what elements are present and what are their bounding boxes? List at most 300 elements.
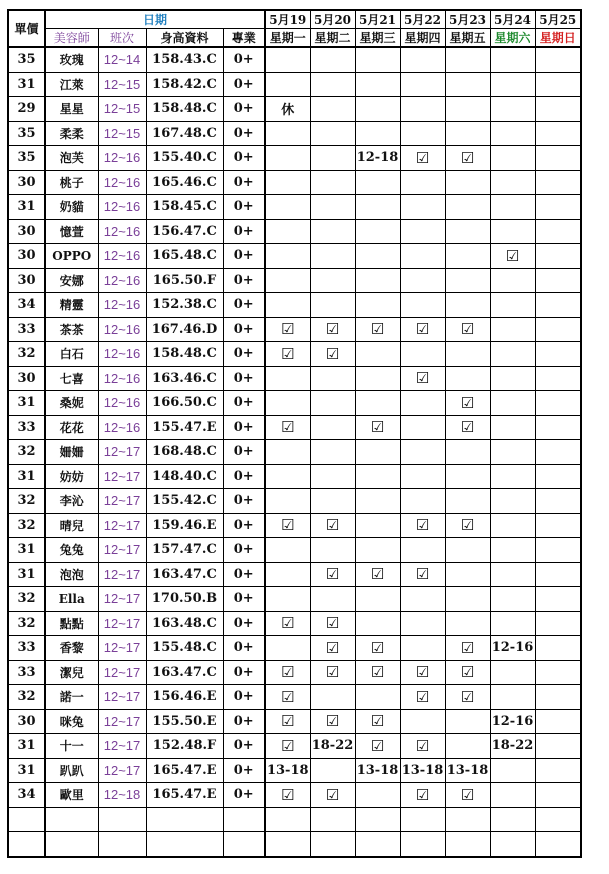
date-cell: 5月24 — [490, 10, 535, 29]
shift-cell: 12~17 — [98, 489, 146, 514]
price-cell: 31 — [8, 538, 45, 563]
header-row-weekdays — [8, 29, 581, 48]
schedule-cell — [535, 415, 581, 440]
price-cell: 31 — [8, 72, 45, 97]
schedule-cell — [265, 146, 310, 171]
schedule-cell — [535, 391, 581, 416]
schedule-cell — [400, 464, 445, 489]
shift-cell: 12~14 — [98, 47, 146, 72]
body-data-cell: 165.50.F — [146, 268, 223, 293]
stylist-name-cell: 桃子 — [45, 170, 98, 195]
check-mark-icon: ☑ — [355, 709, 400, 734]
schedule-cell — [445, 464, 490, 489]
check-mark-icon: ☑ — [265, 317, 310, 342]
stylist-name-cell: 江萊 — [45, 72, 98, 97]
pro-cell: 0+ — [223, 195, 265, 220]
schedule-cell — [490, 415, 535, 440]
shift-cell: 12~16 — [98, 293, 146, 318]
stylist-name-cell: 歐里 — [45, 783, 98, 808]
schedule-cell: 12-18 — [355, 146, 400, 171]
check-mark-icon: ☑ — [310, 317, 355, 342]
weekday-cell-sunday: 星期日 — [535, 29, 581, 48]
check-mark-icon: ☑ — [265, 611, 310, 636]
price-cell: 33 — [8, 317, 45, 342]
schedule-cell — [265, 72, 310, 97]
check-mark-icon: ☑ — [445, 636, 490, 661]
schedule-cell — [355, 832, 400, 857]
schedule-cell — [490, 562, 535, 587]
schedule-cell — [265, 587, 310, 612]
table-row — [8, 562, 581, 587]
schedule-cell — [355, 195, 400, 220]
stylist-name-cell: 妨妨 — [45, 464, 98, 489]
check-mark-icon: ☑ — [310, 513, 355, 538]
body-data-cell: 156.47.C — [146, 219, 223, 244]
price-cell: 34 — [8, 783, 45, 808]
header-row-dates — [8, 10, 581, 29]
check-mark-icon: ☑ — [445, 783, 490, 808]
schedule-cell — [400, 489, 445, 514]
schedule-cell — [445, 342, 490, 367]
stylist-name-cell: 點點 — [45, 611, 98, 636]
stylist-name-cell: 李沁 — [45, 489, 98, 514]
body-data-cell: 163.47.C — [146, 562, 223, 587]
shift-cell: 12~18 — [98, 783, 146, 808]
table-row — [8, 219, 581, 244]
price-cell: 32 — [8, 440, 45, 465]
pro-cell: 0+ — [223, 685, 265, 710]
schedule-cell: 18-22 — [310, 734, 355, 759]
pro-cell: 0+ — [223, 146, 265, 171]
table-row — [8, 587, 581, 612]
table-row — [8, 440, 581, 465]
date-cell: 5月25 — [535, 10, 581, 29]
schedule-cell — [535, 513, 581, 538]
schedule-cell — [400, 244, 445, 269]
check-mark-icon: ☑ — [400, 734, 445, 759]
schedule-cell: 休 — [265, 97, 310, 122]
body-data-cell: 158.48.C — [146, 342, 223, 367]
price-cell: 30 — [8, 170, 45, 195]
schedule-cell — [355, 440, 400, 465]
stylist-name-cell: 白石 — [45, 342, 98, 367]
body-data-cell: 163.46.C — [146, 366, 223, 391]
pro-cell — [223, 832, 265, 857]
schedule-cell — [535, 464, 581, 489]
table-row — [8, 391, 581, 416]
schedule-cell — [535, 832, 581, 857]
check-mark-icon: ☑ — [355, 636, 400, 661]
pro-cell: 0+ — [223, 758, 265, 783]
table-row — [8, 807, 581, 832]
price-cell: 29 — [8, 97, 45, 122]
price-cell — [8, 832, 45, 857]
weekday-cell: 星期二 — [310, 29, 355, 48]
shift-header: 班次 — [98, 29, 146, 48]
shift-cell: 12~17 — [98, 636, 146, 661]
schedule-cell — [445, 366, 490, 391]
schedule-cell — [400, 170, 445, 195]
schedule-cell — [445, 734, 490, 759]
schedule-cell — [265, 636, 310, 661]
price-cell: 32 — [8, 513, 45, 538]
schedule-cell — [490, 72, 535, 97]
schedule-cell — [490, 538, 535, 563]
table-row — [8, 121, 581, 146]
stylist-name-cell: 花花 — [45, 415, 98, 440]
pro-cell: 0+ — [223, 293, 265, 318]
shift-cell: 12~17 — [98, 611, 146, 636]
shift-cell: 12~16 — [98, 391, 146, 416]
schedule-cell — [310, 195, 355, 220]
schedule-cell — [310, 440, 355, 465]
schedule-cell — [490, 293, 535, 318]
weekday-cell: 星期五 — [445, 29, 490, 48]
schedule-cell — [490, 758, 535, 783]
body-data-cell: 165.47.E — [146, 758, 223, 783]
pro-cell: 0+ — [223, 244, 265, 269]
check-mark-icon: ☑ — [265, 783, 310, 808]
body-data-cell: 148.40.C — [146, 464, 223, 489]
schedule-cell — [445, 244, 490, 269]
body-data-cell: 158.43.C — [146, 47, 223, 72]
body-data-cell — [146, 832, 223, 857]
check-mark-icon: ☑ — [355, 734, 400, 759]
schedule-cell — [355, 587, 400, 612]
schedule-cell — [265, 219, 310, 244]
shift-cell: 12~15 — [98, 72, 146, 97]
schedule-cell — [310, 807, 355, 832]
table-row — [8, 415, 581, 440]
check-mark-icon: ☑ — [265, 415, 310, 440]
schedule-cell — [445, 562, 490, 587]
shift-cell: 12~16 — [98, 317, 146, 342]
shift-cell: 12~16 — [98, 415, 146, 440]
pro-cell: 0+ — [223, 342, 265, 367]
schedule-cell — [535, 685, 581, 710]
check-mark-icon: ☑ — [490, 244, 535, 269]
schedule-cell — [400, 219, 445, 244]
pro-cell: 0+ — [223, 440, 265, 465]
check-mark-icon: ☑ — [310, 611, 355, 636]
schedule-cell — [535, 758, 581, 783]
schedule-cell — [265, 538, 310, 563]
stylist-name-cell: 星星 — [45, 97, 98, 122]
schedule-cell — [445, 170, 490, 195]
price-cell: 34 — [8, 293, 45, 318]
shift-cell: 12~15 — [98, 121, 146, 146]
price-cell: 30 — [8, 268, 45, 293]
schedule-cell — [490, 391, 535, 416]
schedule-cell — [535, 72, 581, 97]
shift-cell: 12~16 — [98, 195, 146, 220]
body-data-cell: 158.42.C — [146, 72, 223, 97]
schedule-cell — [355, 293, 400, 318]
schedule-cell — [535, 342, 581, 367]
schedule-cell — [355, 97, 400, 122]
table-row — [8, 783, 581, 808]
price-cell: 30 — [8, 709, 45, 734]
weekday-cell: 星期一 — [265, 29, 310, 48]
price-cell: 33 — [8, 660, 45, 685]
check-mark-icon: ☑ — [265, 513, 310, 538]
schedule-cell: 18-22 — [490, 734, 535, 759]
shift-cell: 12~16 — [98, 170, 146, 195]
stylist-name-cell: 兔兔 — [45, 538, 98, 563]
schedule-cell — [355, 807, 400, 832]
schedule-cell — [535, 244, 581, 269]
schedule-cell — [445, 538, 490, 563]
date-cell: 5月19 — [265, 10, 310, 29]
schedule-cell — [400, 195, 445, 220]
schedule-cell — [490, 660, 535, 685]
check-mark-icon: ☑ — [265, 685, 310, 710]
stylist-name-cell: Ella — [45, 587, 98, 612]
schedule-cell — [355, 513, 400, 538]
price-cell: 31 — [8, 391, 45, 416]
schedule-cell — [445, 47, 490, 72]
schedule-cell — [535, 121, 581, 146]
schedule-cell — [265, 47, 310, 72]
schedule-cell — [490, 587, 535, 612]
shift-cell: 12~17 — [98, 464, 146, 489]
table-row — [8, 146, 581, 171]
check-mark-icon: ☑ — [445, 146, 490, 171]
price-cell: 33 — [8, 636, 45, 661]
schedule-cell — [355, 366, 400, 391]
schedule-cell — [355, 47, 400, 72]
pro-cell: 0+ — [223, 636, 265, 661]
schedule-cell — [310, 391, 355, 416]
stylist-name-cell: 潔兒 — [45, 660, 98, 685]
body-data-cell: 165.48.C — [146, 244, 223, 269]
pro-cell — [223, 807, 265, 832]
body-data-cell: 155.48.C — [146, 636, 223, 661]
table-row — [8, 464, 581, 489]
schedule-cell — [535, 146, 581, 171]
schedule-cell — [265, 489, 310, 514]
schedule-cell — [490, 489, 535, 514]
check-mark-icon: ☑ — [310, 342, 355, 367]
schedule-cell — [535, 660, 581, 685]
price-cell: 35 — [8, 121, 45, 146]
schedule-table — [7, 9, 582, 858]
schedule-cell — [490, 146, 535, 171]
pro-cell: 0+ — [223, 415, 265, 440]
check-mark-icon: ☑ — [310, 709, 355, 734]
check-mark-icon: ☑ — [400, 660, 445, 685]
date-cell: 5月22 — [400, 10, 445, 29]
schedule-cell — [445, 587, 490, 612]
shift-cell: 12~17 — [98, 709, 146, 734]
shift-cell: 12~17 — [98, 660, 146, 685]
stylist-name-cell: 七喜 — [45, 366, 98, 391]
schedule-cell — [535, 170, 581, 195]
table-row — [8, 636, 581, 661]
schedule-cell — [310, 121, 355, 146]
price-cell: 30 — [8, 366, 45, 391]
schedule-cell — [400, 47, 445, 72]
schedule-cell — [535, 97, 581, 122]
schedule-cell — [355, 268, 400, 293]
pro-cell: 0+ — [223, 219, 265, 244]
stylist-name-cell: 精靈 — [45, 293, 98, 318]
shift-cell: 12~17 — [98, 758, 146, 783]
schedule-cell — [535, 734, 581, 759]
check-mark-icon: ☑ — [265, 734, 310, 759]
schedule-cell — [535, 195, 581, 220]
shift-cell: 12~17 — [98, 562, 146, 587]
body-data-cell: 155.40.C — [146, 146, 223, 171]
schedule-cell — [445, 489, 490, 514]
pro-cell: 0+ — [223, 170, 265, 195]
stylist-name-cell: 泡泡 — [45, 562, 98, 587]
schedule-cell — [535, 807, 581, 832]
schedule-cell — [535, 538, 581, 563]
check-mark-icon: ☑ — [265, 660, 310, 685]
schedule-cell — [490, 268, 535, 293]
stylist-name-cell: 諾一 — [45, 685, 98, 710]
price-cell: 32 — [8, 685, 45, 710]
shift-cell: 12~17 — [98, 685, 146, 710]
schedule-cell — [355, 391, 400, 416]
schedule-cell — [355, 342, 400, 367]
body-data-cell: 165.46.C — [146, 170, 223, 195]
stylist-name-cell — [45, 832, 98, 857]
schedule-cell — [445, 611, 490, 636]
schedule-cell — [490, 513, 535, 538]
shift-cell: 12~16 — [98, 219, 146, 244]
schedule-cell — [535, 587, 581, 612]
schedule-cell — [400, 538, 445, 563]
price-cell: 31 — [8, 464, 45, 489]
schedule-cell — [265, 293, 310, 318]
schedule-cell — [310, 146, 355, 171]
schedule-cell — [535, 317, 581, 342]
schedule-cell — [535, 219, 581, 244]
stylist-name-cell: 茶茶 — [45, 317, 98, 342]
stylist-name-cell: 玫瑰 — [45, 47, 98, 72]
body-data-cell: 170.50.B — [146, 587, 223, 612]
price-cell: 31 — [8, 562, 45, 587]
table-row — [8, 317, 581, 342]
schedule-cell — [400, 636, 445, 661]
schedule-cell — [310, 97, 355, 122]
schedule-cell — [490, 440, 535, 465]
stylist-name-cell: 晴兒 — [45, 513, 98, 538]
schedule-cell — [310, 538, 355, 563]
check-mark-icon: ☑ — [355, 562, 400, 587]
pro-cell: 0+ — [223, 783, 265, 808]
schedule-cell — [400, 268, 445, 293]
weekday-cell: 星期四 — [400, 29, 445, 48]
schedule-cell: 13-18 — [400, 758, 445, 783]
body-data-cell: 166.50.C — [146, 391, 223, 416]
price-cell: 30 — [8, 244, 45, 269]
pro-cell: 0+ — [223, 611, 265, 636]
body-data-cell: 159.46.E — [146, 513, 223, 538]
schedule-cell — [355, 611, 400, 636]
schedule-cell — [400, 709, 445, 734]
schedule-cell — [355, 244, 400, 269]
table-row — [8, 685, 581, 710]
table-row — [8, 47, 581, 72]
schedule-cell — [400, 72, 445, 97]
weekday-cell-saturday: 星期六 — [490, 29, 535, 48]
schedule-cell — [355, 464, 400, 489]
shift-cell: 12~16 — [98, 268, 146, 293]
stylist-name-cell: 奶貓 — [45, 195, 98, 220]
pro-cell: 0+ — [223, 121, 265, 146]
schedule-cell — [400, 807, 445, 832]
stylist-name-cell: 桑妮 — [45, 391, 98, 416]
stylist-name-cell: 憶萱 — [45, 219, 98, 244]
body-data-cell: 157.47.C — [146, 538, 223, 563]
pro-cell: 0+ — [223, 47, 265, 72]
pro-cell: 0+ — [223, 391, 265, 416]
pro-cell: 0+ — [223, 366, 265, 391]
schedule-cell — [490, 611, 535, 636]
schedule-cell — [400, 587, 445, 612]
check-mark-icon: ☑ — [355, 660, 400, 685]
stylist-name-cell: 香黎 — [45, 636, 98, 661]
stylist-name-cell: OPPO — [45, 244, 98, 269]
price-cell: 31 — [8, 195, 45, 220]
pro-cell: 0+ — [223, 562, 265, 587]
table-row — [8, 97, 581, 122]
check-mark-icon: ☑ — [400, 366, 445, 391]
pro-cell: 0+ — [223, 587, 265, 612]
check-mark-icon: ☑ — [265, 709, 310, 734]
check-mark-icon: ☑ — [400, 317, 445, 342]
price-cell: 35 — [8, 47, 45, 72]
schedule-cell — [265, 195, 310, 220]
body-data-cell: 158.45.C — [146, 195, 223, 220]
schedule-cell — [535, 440, 581, 465]
schedule-cell — [265, 268, 310, 293]
schedule-cell — [535, 47, 581, 72]
schedule-cell — [355, 783, 400, 808]
date-cell: 5月21 — [355, 10, 400, 29]
schedule-cell — [445, 97, 490, 122]
check-mark-icon: ☑ — [355, 317, 400, 342]
check-mark-icon: ☑ — [445, 685, 490, 710]
table-row — [8, 489, 581, 514]
check-mark-icon: ☑ — [400, 513, 445, 538]
check-mark-icon: ☑ — [445, 660, 490, 685]
table-row — [8, 709, 581, 734]
check-mark-icon: ☑ — [355, 415, 400, 440]
schedule-cell — [310, 293, 355, 318]
check-mark-icon: ☑ — [445, 391, 490, 416]
shift-cell: 12~16 — [98, 342, 146, 367]
check-mark-icon: ☑ — [445, 415, 490, 440]
schedule-cell — [490, 97, 535, 122]
schedule-cell — [355, 538, 400, 563]
schedule-cell — [400, 832, 445, 857]
schedule-cell — [490, 317, 535, 342]
table-row — [8, 268, 581, 293]
table-row — [8, 832, 581, 857]
shift-cell — [98, 807, 146, 832]
schedule-cell — [400, 440, 445, 465]
price-cell: 31 — [8, 758, 45, 783]
schedule-cell — [490, 685, 535, 710]
date-header: 日期 — [45, 10, 265, 29]
pro-cell: 0+ — [223, 464, 265, 489]
schedule-cell — [265, 464, 310, 489]
schedule-cell — [490, 366, 535, 391]
